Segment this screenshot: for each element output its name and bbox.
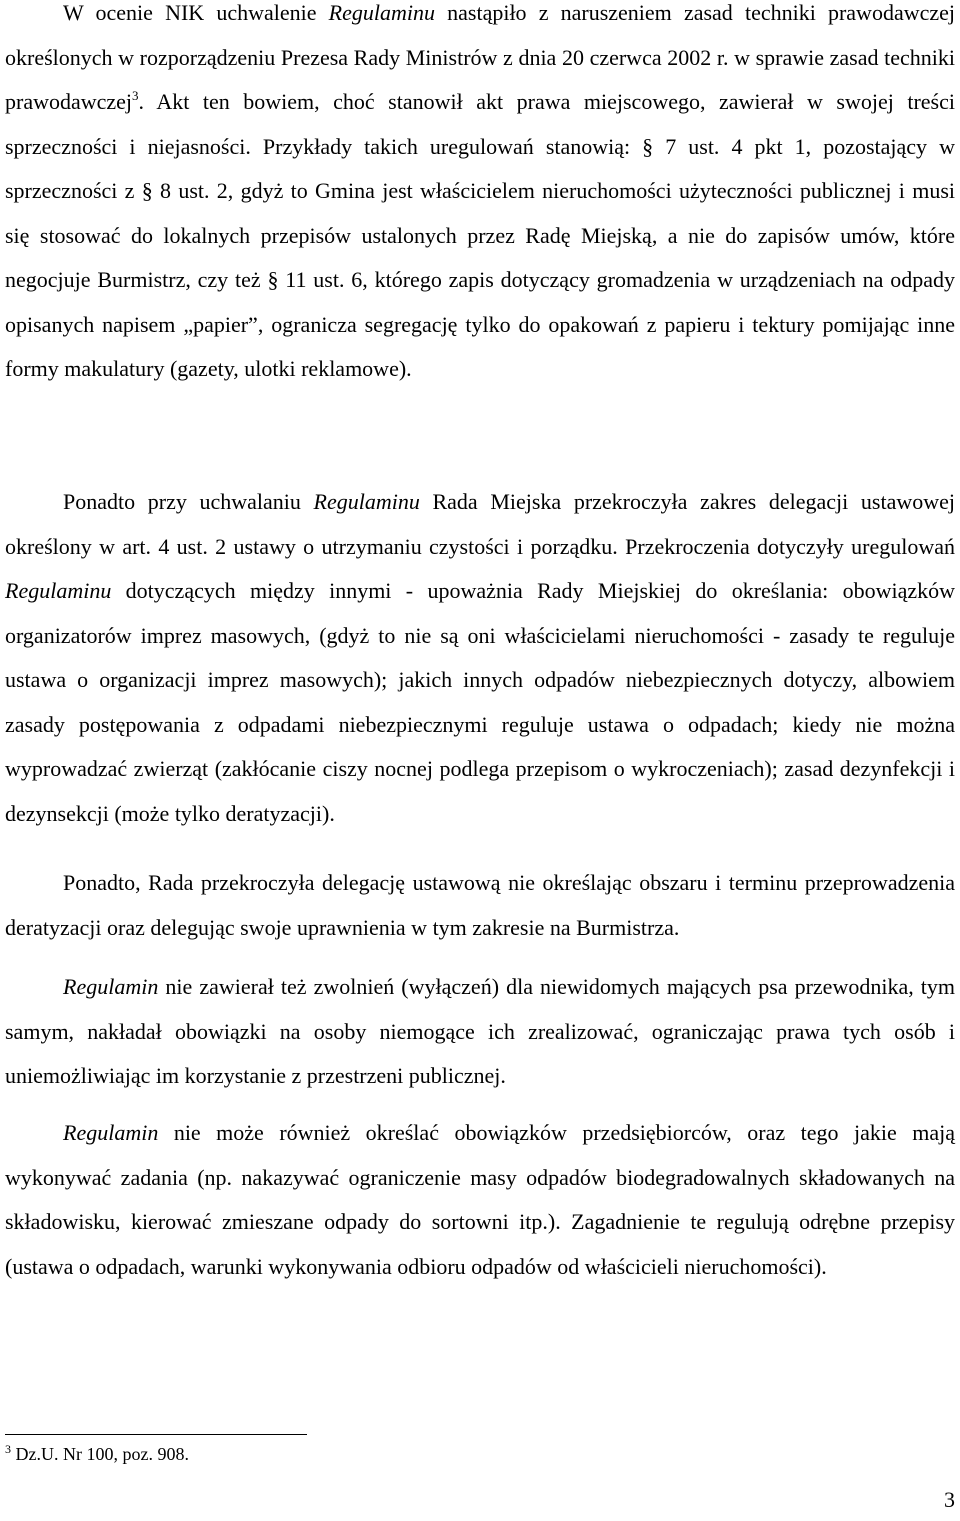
paragraph-1-text-b: nastąpiło z naruszeniem zasad techniki prawodawczej określonych w rozporządzeniu Prezesa Rady Ministrów z dnia 20 czerwca 2002 r. w sprawie zasad techniki prawodawczej (5, 0, 956, 114)
regulaminu-italic: Regulaminu (313, 489, 420, 514)
paragraph-2 (5, 480, 955, 836)
footnote-separator (5, 1434, 307, 1435)
regulaminu-italic: Regulaminu (5, 578, 112, 603)
page-number: 3 (944, 1487, 955, 1512)
footnote (5, 1442, 189, 1466)
paragraph-1-text-c: . Akt ten bowiem, choć stanowił akt prawa miejscowego, zawierał w swojej treści sprzeczności i niejasności. Przykłady takich uregulowań stanowią: § 7 ust. 4 pkt 1, pozostający w sprzeczności z § 8 ust. 2, gdyż to Gmina jest właścicielem nieruchomości użyteczności publicznej i musi się stosować do lokalnych przepisów ustalonych przez Radę Miejską, a nie do zapisów umów, które negocjuje Burmistrz, czy też § 11 ust. 6, którego zapis dotyczący gromadzenia w urządzeniach na odpady opisanych napisem „papier”, ogranicza segregację tylko do opakowań z papieru i tektury pomijając inne formy makulatury (gazety, ulotki reklamowe). (5, 89, 955, 381)
paragraph-1-text-a: W ocenie NIK uchwalenie (63, 0, 329, 25)
paragraph-5-text: nie może również określać obowiązków przedsiębiorców, oraz tego jakie mają wykonywać zadania (np. nakazywać ograniczenie masy odpadów biodegradowalnych składowanych na składowisku, kierować zmieszane odpady do sortowni itp.). Zagadnienie te regulują odrębne przepisy (ustawa o odpadach, warunki wykonywania odbioru odpadów od właścicieli nieruchomości). (5, 1120, 955, 1279)
footnote-text: Dz.U. Nr 100, poz. 908. (11, 1444, 189, 1464)
document-page (5, 0, 955, 1521)
footnote-number: 3 (5, 1442, 11, 1456)
paragraph-3-text: Ponadto, Rada przekroczyła delegację ustawową nie określając obszaru i terminu przeprowadzenia deratyzacji oraz delegując swoje uprawnienia w tym zakresie na Burmistrza. (5, 870, 955, 940)
paragraph-5 (5, 1111, 955, 1289)
paragraph-2-text-c: dotyczących między innymi - upoważnia Rady Miejskiej do określania: obowiązków organizatorów imprez masowych, (gdyż to nie są oni właścicielami nieruchomości - zasady te reguluje ustawa o organizacji imprez masowych); jakich innych odpadów niebezpiecznych dotyczy, albowiem zasady postępowania z odpadami niebezpiecznymi reguluje ustawa o odpadach; kiedy nie można wyprowadzać zwierząt (zakłócanie ciszy nocnej podlega przepisom o wykroczeniach); zasad dezynfekcji i dezynsekcji (może tylko deratyzacji). (5, 578, 955, 826)
regulamin-italic: Regulamin (63, 1120, 159, 1145)
paragraph-4 (5, 965, 955, 1099)
paragraph-4-text: nie zawierał też zwolnień (wyłączeń) dla niewidomych mających psa przewodnika, tym samym, nakładał obowiązki na osoby niemogące ich zrealizować, ograniczając prawa tych osób i uniemożliwiając im korzystanie z przestrzeni publicznej. (5, 974, 955, 1088)
footnote-reference[interactable]: 3 (132, 88, 139, 103)
paragraph-2-text-b: Rada Miejska przekroczyła zakres delegacji ustawowej określony w art. 4 ust. 2 ustawy o utrzymaniu czystości i porządku. Przekroczenia dotyczyły uregulowań (5, 489, 955, 559)
paragraph-3 (5, 861, 955, 950)
regulaminu-italic: Regulaminu (328, 0, 435, 25)
paragraph-1 (5, 0, 955, 392)
regulamin-italic: Regulamin (63, 974, 159, 999)
paragraph-2-text-a: Ponadto przy uchwalaniu (63, 489, 314, 514)
